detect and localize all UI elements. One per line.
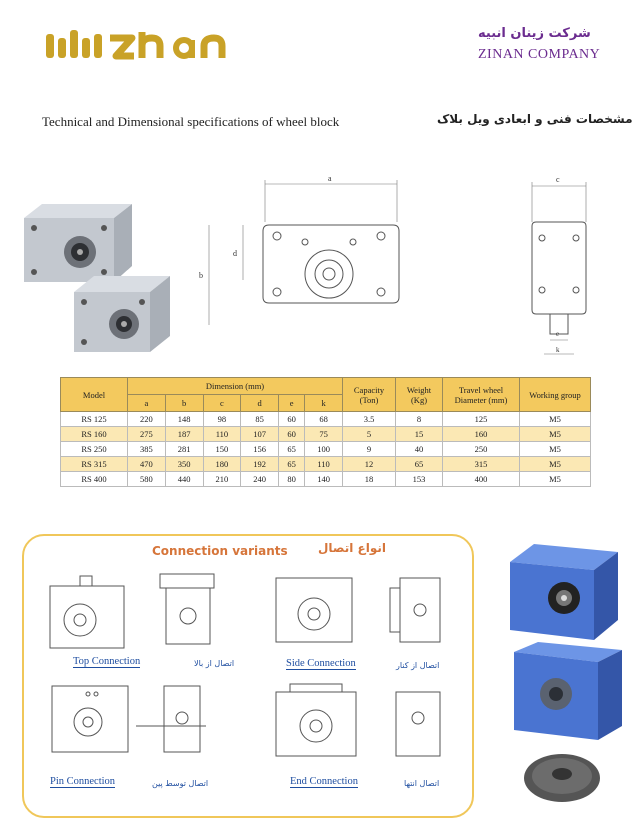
table-cell: 15 (396, 427, 443, 442)
end-connection-label: End Connection (290, 776, 358, 787)
side-connection-label: Side Connection (286, 658, 356, 669)
col-diameter: Travel wheel Diameter (mm) (443, 378, 520, 412)
table-cell: 140 (305, 472, 343, 487)
dim-label-k: k (556, 346, 560, 354)
table-cell: 470 (128, 457, 166, 472)
table-cell: 60 (279, 427, 305, 442)
table-cell: 160 (443, 427, 520, 442)
table-cell: 187 (165, 427, 203, 442)
end-connection-label-fa: اتصال انتها (404, 779, 440, 788)
table-cell: 18 (343, 472, 396, 487)
connection-title-fa: انواع اتصال (318, 541, 386, 555)
col-k: k (305, 395, 343, 412)
table-row (61, 457, 591, 472)
dim-label-b: b (199, 271, 203, 280)
table-cell: 65 (396, 457, 443, 472)
table-cell: 156 (241, 442, 279, 457)
table-cell: M5 (520, 442, 591, 457)
table-cell: 125 (443, 412, 520, 427)
table-cell: M5 (520, 412, 591, 427)
dim-label-c: c (556, 175, 560, 184)
table-cell: 100 (305, 442, 343, 457)
table-cell: 75 (305, 427, 343, 442)
table-cell: RS 315 (61, 457, 128, 472)
table-cell: 107 (241, 427, 279, 442)
dim-label-a: a (328, 174, 332, 183)
blue-block-renders (500, 540, 630, 820)
page-title-fa: مشخصات فنی و ابعادی ویل بلاک (437, 112, 633, 126)
col-capacity: Capacity (Ton) (343, 378, 396, 412)
table-cell: 80 (279, 472, 305, 487)
table-cell: 9 (343, 442, 396, 457)
end-connection-drawing (276, 684, 440, 756)
table-cell: RS 125 (61, 412, 128, 427)
pin-connection-label-fa: اتصال توسط پین (152, 779, 209, 788)
table-cell: 3.5 (343, 412, 396, 427)
pin-connection-label: Pin Connection (50, 776, 116, 787)
table-cell: 192 (241, 457, 279, 472)
company-name-fa: شرکت زینان انبیه (478, 26, 591, 41)
company-name-en: ZINAN COMPANY (478, 47, 601, 62)
table-row (61, 427, 591, 442)
col-b: b (165, 395, 203, 412)
table-cell: 281 (165, 442, 203, 457)
table-cell: 400 (443, 472, 520, 487)
front-view-drawing (195, 170, 410, 330)
table-row (61, 472, 591, 487)
table-cell: 580 (128, 472, 166, 487)
table-cell: M5 (520, 472, 591, 487)
table-cell: 153 (396, 472, 443, 487)
top-connection-label-fa: اتصال از بالا (194, 659, 235, 668)
connection-title-en: Connection variants (152, 544, 288, 558)
top-connection-drawing (50, 574, 214, 648)
table-cell: 110 (203, 427, 241, 442)
col-model: Model (61, 378, 128, 412)
zinan-logo (44, 26, 240, 66)
table-cell: 12 (343, 457, 396, 472)
table-cell: 110 (305, 457, 343, 472)
col-e: e (279, 395, 305, 412)
col-group: Working group (520, 378, 591, 412)
table-cell: RS 400 (61, 472, 128, 487)
dim-label-e: e (556, 330, 560, 338)
table-cell: 8 (396, 412, 443, 427)
table-cell: 275 (128, 427, 166, 442)
dim-label-d: d (233, 249, 237, 258)
table-cell: 385 (128, 442, 166, 457)
table-cell: 440 (165, 472, 203, 487)
side-connection-label-fa: اتصال از کنار (396, 661, 440, 670)
table-cell: 40 (396, 442, 443, 457)
table-cell: 250 (443, 442, 520, 457)
table-cell: 210 (203, 472, 241, 487)
table-cell: RS 160 (61, 427, 128, 442)
table-cell: 65 (279, 442, 305, 457)
wheel-block-photo (18, 196, 183, 366)
side-view-drawing (520, 170, 600, 365)
table-cell: 220 (128, 412, 166, 427)
table-cell: 315 (443, 457, 520, 472)
table-cell: 240 (241, 472, 279, 487)
col-dimension: Dimension (mm) (128, 378, 343, 395)
col-a: a (128, 395, 166, 412)
table-cell: 60 (279, 412, 305, 427)
pin-connection-drawing (52, 686, 206, 752)
col-d: d (241, 395, 279, 412)
side-connection-drawing (276, 578, 440, 642)
table-cell: 180 (203, 457, 241, 472)
col-weight: Weight (Kg) (396, 378, 443, 412)
table-cell: 85 (241, 412, 279, 427)
page-title-en: Technical and Dimensional specifications of wheel block (42, 114, 340, 129)
table-cell: 68 (305, 412, 343, 427)
table-cell: RS 250 (61, 442, 128, 457)
top-connection-label: Top Connection (73, 656, 141, 667)
spec-table (60, 377, 591, 487)
table-cell: 65 (279, 457, 305, 472)
table-cell: 150 (203, 442, 241, 457)
table-row (61, 442, 591, 457)
table-cell: 5 (343, 427, 396, 442)
table-cell: 148 (165, 412, 203, 427)
table-cell: M5 (520, 427, 591, 442)
connection-drawings (40, 568, 460, 788)
table-cell: 350 (165, 457, 203, 472)
table-row (61, 412, 591, 427)
col-c: c (203, 395, 241, 412)
table-cell: 98 (203, 412, 241, 427)
table-cell: M5 (520, 457, 591, 472)
